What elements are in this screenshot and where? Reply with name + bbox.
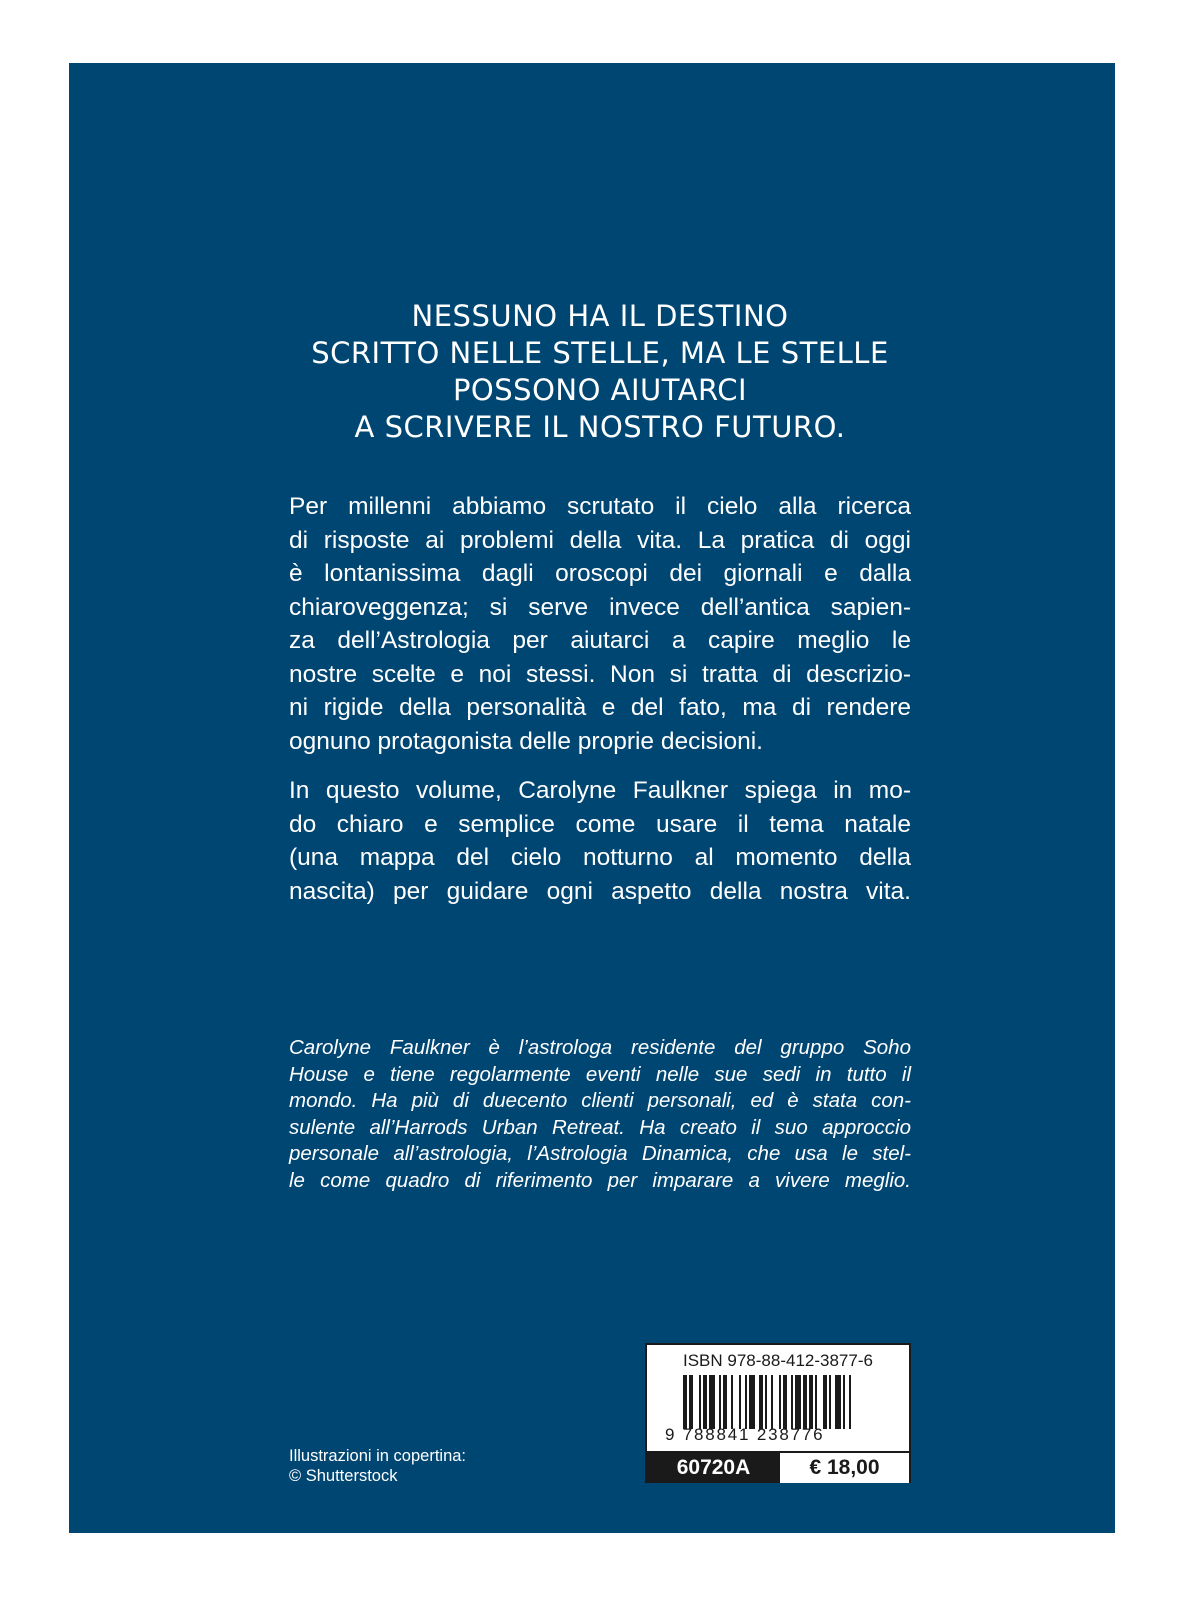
text-line: di risposte ai problemi della vita. La pratica di oggi [289, 526, 911, 554]
tagline-line: NESSUNO HA IL DESTINO [411, 299, 789, 333]
barcode-box [645, 1343, 911, 1483]
description-paragraph-1 [289, 490, 911, 758]
bio-line: sulente all’Harrods Urban Retreat. Ha creato il suo approccio [289, 1115, 911, 1139]
bio-line: Carolyne Faulkner è l’astrologa residente del gruppo Soho [289, 1036, 911, 1059]
tagline [0, 298, 1200, 446]
bio-line: personale all’astrologia, l’Astrologia Dinamica, che usa le stel- [289, 1142, 911, 1165]
bio-line: le come quadro di riferimento per imparare a vivere meglio. [289, 1168, 911, 1192]
author-bio [289, 1035, 911, 1194]
tagline-line: A SCRIVERE IL NOSTRO FUTURO. [354, 410, 846, 444]
tagline-line: SCRITTO NELLE STELLE, MA LE STELLE [311, 336, 889, 370]
product-code: 60720A [647, 1453, 780, 1483]
bio-line: House e tiene regolarmente eventi nelle sue sedi in tutto il [289, 1062, 911, 1086]
text-line: Per millenni abbiamo scrutato il cielo alla ricerca [289, 493, 911, 520]
text-line: (una mappa del cielo notturno al momento della [289, 844, 911, 871]
text-line: ni rigide della personalità e del fato, ma di rendere [289, 694, 911, 721]
barcode-digits: 9 788841 238776 [665, 1425, 825, 1444]
price: € 18,00 [780, 1453, 909, 1483]
barcode-bars-icon [683, 1375, 889, 1429]
text-line: In questo volume, Carolyne Faulkner spiega in mo- [289, 777, 911, 804]
text-line: za dell’Astrologia per aiutarci a capire meglio le [289, 627, 911, 654]
text-line: nostre scelte e noi stessi. Non si tratta di descrizio- [289, 660, 911, 688]
text-line: è lontanissima dagli oroscopi dei giornali e dalla [289, 560, 911, 587]
text-line: chiaroveggenza; si serve invece dell’antica sapien- [289, 593, 911, 621]
tagline-line: POSSONO AIUTARCI [452, 373, 748, 407]
description-paragraph-2 [289, 774, 911, 908]
credits-line: © Shutterstock [289, 1467, 398, 1485]
bio-line: mondo. Ha più di duecento clienti personali, ed è stata con- [289, 1089, 911, 1112]
isbn-label: ISBN 978-88-412-3877-6 [683, 1351, 873, 1370]
text-line: ognuno protagonista delle proprie decisioni. [289, 727, 763, 755]
price-row [647, 1451, 909, 1483]
text-line: do chiaro e semplice come usare il tema natale [289, 810, 911, 838]
illustration-credits [289, 1446, 466, 1486]
text-line: nascita) per guidare ogni aspetto della nostra vita. [289, 877, 911, 905]
credits-line: Illustrazioni in copertina: [289, 1447, 467, 1465]
